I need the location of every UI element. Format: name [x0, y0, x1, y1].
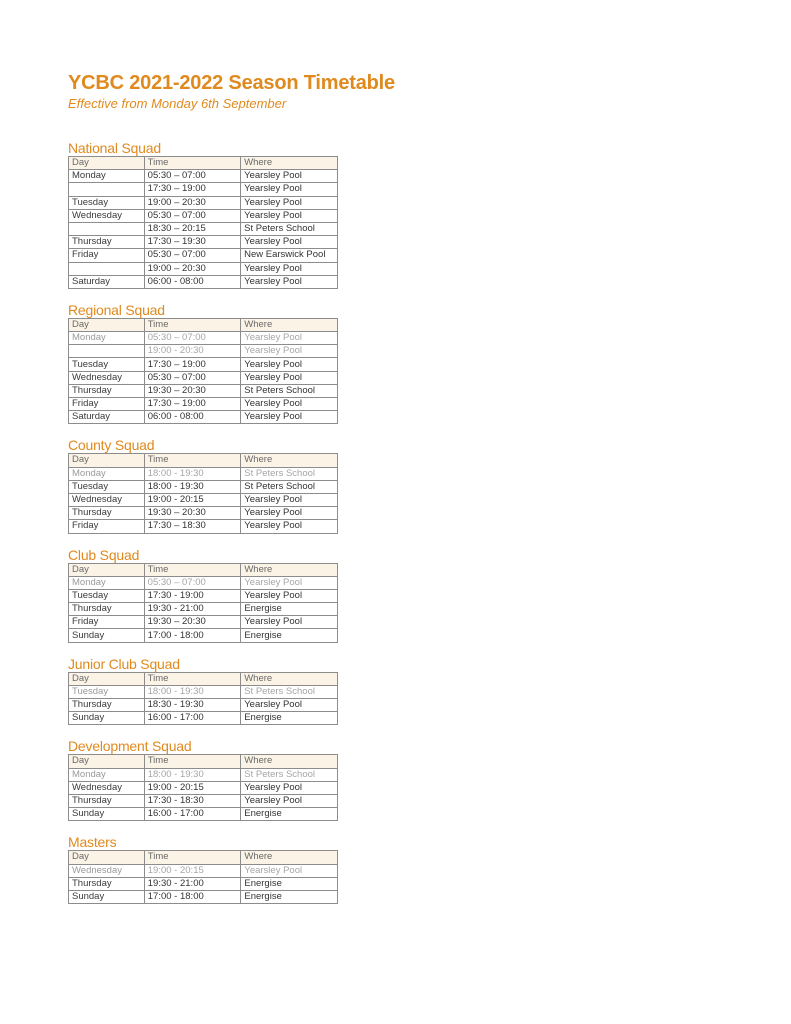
table-row [69, 398, 338, 411]
time-cell: 17:30 - 18:30 [144, 794, 241, 807]
where-cell: Energise [241, 712, 338, 725]
header-time: Time [144, 157, 240, 170]
squad-title: Club Squad [68, 546, 140, 563]
time-cell: 19:00 - 20:15 [144, 781, 241, 794]
squad-section [68, 303, 768, 425]
time-cell: 19:30 - 21:00 [144, 603, 241, 616]
page-subtitle: Effective from Monday 6th September [68, 96, 287, 111]
day-cell: Wednesday [69, 371, 145, 384]
day-cell: Friday [69, 616, 145, 629]
timetable-table [68, 672, 338, 726]
table-row [69, 332, 338, 345]
table-row [69, 603, 338, 616]
where-cell: Yearsley Pool [241, 345, 338, 358]
time-cell: 17:30 – 19:00 [144, 358, 241, 371]
table-row [69, 794, 338, 807]
header-time: Time [144, 672, 241, 685]
time-cell: 19:30 - 21:00 [144, 877, 241, 890]
time-cell: 16:00 - 17:00 [144, 712, 241, 725]
where-cell: Yearsley Pool [241, 209, 338, 222]
day-cell: Monday [69, 576, 145, 589]
where-cell: Yearsley Pool [241, 616, 338, 629]
time-cell: 18:30 - 19:30 [144, 699, 241, 712]
squad-title: National Squad [68, 140, 161, 156]
where-cell: Yearsley Pool [241, 358, 338, 371]
day-cell: Thursday [69, 384, 145, 397]
where-cell: Yearsley Pool [241, 781, 338, 794]
time-cell: 17:30 – 18:30 [144, 520, 241, 533]
day-cell: Sunday [69, 629, 145, 642]
where-cell: Yearsley Pool [241, 170, 338, 183]
time-cell: 18:30 – 20:15 [144, 222, 240, 235]
where-cell: Yearsley Pool [241, 493, 338, 506]
table-row [69, 411, 338, 424]
where-cell: Yearsley Pool [241, 371, 338, 384]
where-cell: Yearsley Pool [241, 589, 338, 602]
table-row [69, 345, 338, 358]
table-row [69, 890, 338, 903]
table-row [69, 507, 338, 520]
where-cell: Yearsley Pool [241, 576, 338, 589]
squad-title: Junior Club Squad [68, 655, 180, 672]
timetable-table [68, 563, 338, 643]
table-row [69, 384, 338, 397]
table-row [69, 249, 338, 262]
table-row [69, 493, 338, 506]
time-cell: 19:00 - 20:15 [144, 864, 241, 877]
day-cell: Monday [69, 467, 145, 480]
where-cell: Yearsley Pool [241, 699, 338, 712]
table-row [69, 768, 338, 781]
header-where: Where [241, 755, 338, 768]
day-cell: Tuesday [69, 196, 145, 209]
day-cell: Thursday [69, 699, 145, 712]
where-cell: Yearsley Pool [241, 183, 338, 196]
day-cell: Thursday [69, 603, 145, 616]
squad-list [68, 141, 768, 904]
timetable-table [68, 754, 338, 821]
where-cell: Yearsley Pool [241, 411, 338, 424]
header-day: Day [69, 851, 145, 864]
day-cell: Thursday [69, 877, 145, 890]
squad-title: Masters [68, 834, 117, 851]
table-row [69, 480, 338, 493]
header-day: Day [69, 318, 145, 331]
table-row [69, 170, 338, 183]
where-cell: Yearsley Pool [241, 236, 338, 249]
time-cell: 17:30 – 19:00 [144, 398, 241, 411]
table-row [69, 236, 338, 249]
table-header-row [69, 755, 338, 768]
squad-section [68, 657, 768, 726]
time-cell: 19:30 – 20:30 [144, 616, 241, 629]
table-header-row [69, 318, 338, 331]
where-cell: Energise [241, 603, 338, 616]
table-row [69, 808, 338, 821]
header-time: Time [144, 755, 241, 768]
day-cell: Sunday [69, 712, 145, 725]
table-row [69, 196, 338, 209]
where-cell: Yearsley Pool [241, 262, 338, 275]
squad-title: County Squad [68, 437, 155, 454]
table-row [69, 358, 338, 371]
time-cell: 05:30 – 07:00 [144, 576, 241, 589]
table-row [69, 222, 338, 235]
header-day: Day [69, 672, 145, 685]
squad-section [68, 835, 768, 904]
where-cell: Yearsley Pool [241, 507, 338, 520]
day-cell: Wednesday [69, 493, 145, 506]
time-cell: 18:00 - 19:30 [144, 685, 241, 698]
time-cell: 17:00 - 18:00 [144, 890, 241, 903]
time-cell: 18:00 - 19:30 [144, 768, 241, 781]
day-cell: Monday [69, 332, 145, 345]
table-row [69, 877, 338, 890]
table-header-row [69, 851, 338, 864]
time-cell: 05:30 – 07:00 [144, 371, 241, 384]
table-row [69, 183, 338, 196]
day-cell [69, 183, 145, 196]
time-cell: 17:30 – 19:30 [144, 236, 240, 249]
squad-title: Development Squad [68, 738, 192, 755]
where-cell: Energise [241, 890, 338, 903]
squad-section [68, 548, 768, 643]
day-cell [69, 262, 145, 275]
where-cell: Yearsley Pool [241, 332, 338, 345]
day-cell: Sunday [69, 890, 145, 903]
time-cell: 05:30 – 07:00 [144, 249, 240, 262]
day-cell [69, 345, 145, 358]
where-cell: Energise [241, 877, 338, 890]
where-cell: Yearsley Pool [241, 794, 338, 807]
header-time: Time [144, 454, 241, 467]
time-cell: 06:00 - 08:00 [144, 411, 241, 424]
day-cell: Saturday [69, 411, 145, 424]
table-row [69, 616, 338, 629]
day-cell: Monday [69, 768, 145, 781]
time-cell: 19:00 - 20:15 [144, 493, 241, 506]
time-cell: 19:00 - 20:30 [144, 345, 241, 358]
day-cell: Sunday [69, 808, 145, 821]
header-day: Day [69, 563, 145, 576]
header-where: Where [241, 318, 338, 331]
where-cell: St Peters School [241, 222, 338, 235]
squad-section [68, 141, 768, 289]
where-cell: New Earswick Pool [241, 249, 338, 262]
table-row [69, 712, 338, 725]
table-row [69, 275, 338, 288]
table-row [69, 864, 338, 877]
table-header-row [69, 157, 338, 170]
day-cell: Thursday [69, 794, 145, 807]
day-cell: Wednesday [69, 209, 145, 222]
where-cell: Energise [241, 808, 338, 821]
table-header-row [69, 563, 338, 576]
table-row [69, 699, 338, 712]
header-where: Where [241, 851, 338, 864]
where-cell: Yearsley Pool [241, 520, 338, 533]
day-cell: Friday [69, 520, 145, 533]
day-cell: Tuesday [69, 589, 145, 602]
where-cell: Yearsley Pool [241, 864, 338, 877]
time-cell: 19:00 – 20:30 [144, 262, 240, 275]
day-cell [69, 222, 145, 235]
header-where: Where [241, 563, 338, 576]
squad-section [68, 739, 768, 821]
table-row [69, 262, 338, 275]
table-row [69, 589, 338, 602]
time-cell: 19:30 – 20:30 [144, 507, 241, 520]
where-cell: St Peters School [241, 768, 338, 781]
where-cell: St Peters School [241, 685, 338, 698]
header-day: Day [69, 157, 145, 170]
header-day: Day [69, 755, 145, 768]
table-header-row [69, 454, 338, 467]
time-cell: 06:00 - 08:00 [144, 275, 240, 288]
table-header-row [69, 672, 338, 685]
day-cell: Tuesday [69, 685, 145, 698]
table-row [69, 467, 338, 480]
timetable-table [68, 850, 338, 904]
time-cell: 17:00 - 18:00 [144, 629, 241, 642]
header-time: Time [144, 563, 241, 576]
time-cell: 05:30 – 07:00 [144, 332, 241, 345]
day-cell: Thursday [69, 507, 145, 520]
time-cell: 16:00 - 17:00 [144, 808, 241, 821]
table-row [69, 685, 338, 698]
where-cell: St Peters School [241, 467, 338, 480]
time-cell: 18:00 - 19:30 [144, 467, 241, 480]
timetable-table [68, 453, 338, 533]
table-row [69, 209, 338, 222]
where-cell: Yearsley Pool [241, 196, 338, 209]
table-row [69, 520, 338, 533]
day-cell: Friday [69, 398, 145, 411]
day-cell: Tuesday [69, 480, 145, 493]
time-cell: 05:30 – 07:00 [144, 170, 240, 183]
header-time: Time [144, 851, 241, 864]
day-cell: Wednesday [69, 781, 145, 794]
header-time: Time [144, 318, 241, 331]
header-where: Where [241, 672, 338, 685]
header-day: Day [69, 454, 145, 467]
where-cell: Yearsley Pool [241, 398, 338, 411]
timetable-document [68, 72, 768, 918]
time-cell: 19:00 – 20:30 [144, 196, 240, 209]
where-cell: Energise [241, 629, 338, 642]
time-cell: 19:30 – 20:30 [144, 384, 241, 397]
header-where: Where [241, 157, 338, 170]
timetable-table [68, 318, 338, 425]
table-row [69, 371, 338, 384]
page-title: YCBC 2021-2022 Season Timetable [68, 72, 395, 94]
where-cell: Yearsley Pool [241, 275, 338, 288]
day-cell: Wednesday [69, 864, 145, 877]
table-row [69, 576, 338, 589]
header-where: Where [241, 454, 338, 467]
table-row [69, 629, 338, 642]
squad-title: Regional Squad [68, 301, 165, 318]
time-cell: 05:30 – 07:00 [144, 209, 240, 222]
day-cell: Thursday [69, 236, 145, 249]
day-cell: Tuesday [69, 358, 145, 371]
day-cell: Friday [69, 249, 145, 262]
where-cell: St Peters School [241, 480, 338, 493]
day-cell: Saturday [69, 275, 145, 288]
time-cell: 18:00 - 19:30 [144, 480, 241, 493]
day-cell: Monday [69, 170, 145, 183]
table-row [69, 781, 338, 794]
time-cell: 17:30 – 19:00 [144, 183, 240, 196]
where-cell: St Peters School [241, 384, 338, 397]
timetable-table [68, 156, 338, 289]
time-cell: 17:30 - 19:00 [144, 589, 241, 602]
squad-section [68, 438, 768, 533]
